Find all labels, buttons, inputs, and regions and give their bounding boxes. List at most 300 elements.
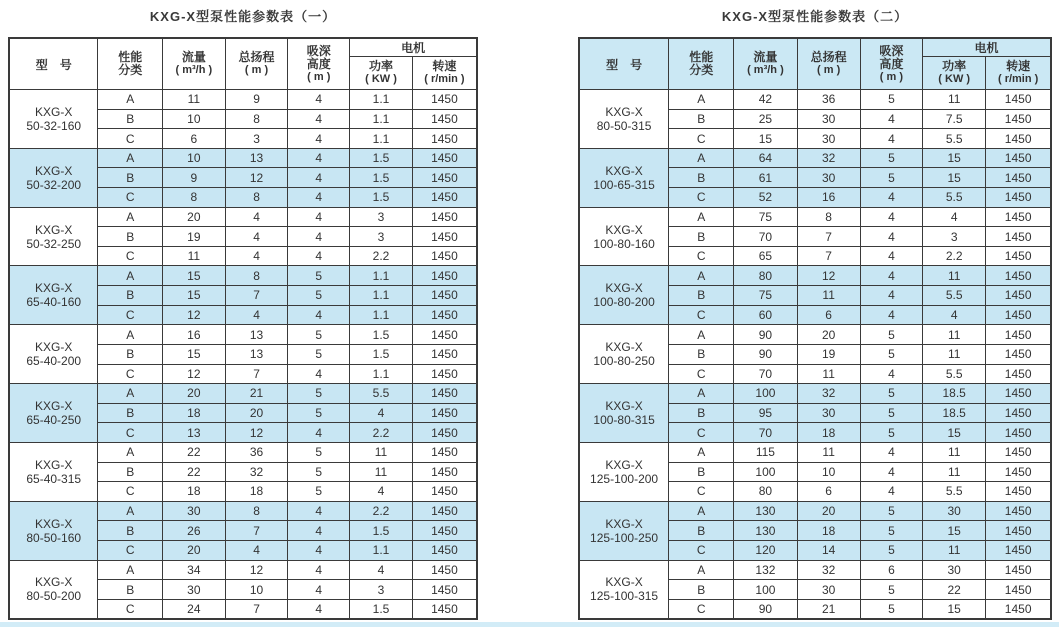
performance-class-cell: B	[98, 286, 163, 306]
model-line: KXG-X	[605, 575, 643, 590]
flow-cell: 25	[734, 109, 797, 129]
speed-cell: 1450	[986, 344, 1051, 364]
table-row	[9, 442, 477, 462]
table-one-body	[9, 90, 477, 620]
total-head-cell: 8	[797, 207, 860, 227]
suction-depth-cell: 5	[860, 501, 922, 521]
performance-class-cell: C	[98, 246, 163, 266]
power-cell: 11	[923, 90, 986, 110]
performance-class-cell: B	[98, 580, 163, 600]
header-unit: ( m³/h )	[747, 64, 784, 76]
flow-cell: 52	[734, 188, 797, 208]
flow-cell: 75	[734, 286, 797, 306]
suction-depth-cell: 4	[288, 305, 350, 325]
suction-depth-cell: 4	[860, 227, 922, 247]
performance-class-cell: C	[98, 188, 163, 208]
header-unit: ( m )	[244, 64, 269, 76]
suction-depth-cell: 4	[860, 305, 922, 325]
suction-depth-cell: 5	[860, 599, 922, 619]
performance-class-cell: C	[669, 599, 734, 619]
speed-cell: 1450	[986, 168, 1051, 188]
total-head-cell: 12	[225, 168, 288, 188]
table-row	[579, 442, 1051, 462]
total-head-cell: 11	[797, 364, 860, 384]
suction-depth-cell: 5	[288, 442, 350, 462]
performance-class-cell: B	[98, 227, 163, 247]
speed-cell: 1450	[986, 227, 1051, 247]
speed-cell: 1450	[412, 344, 477, 364]
total-head-cell: 11	[797, 442, 860, 462]
table-row	[579, 501, 1051, 521]
speed-cell: 1450	[412, 168, 477, 188]
performance-class-cell: A	[669, 148, 734, 168]
performance-class-cell: C	[669, 541, 734, 561]
header-line: 功率	[369, 59, 394, 73]
flow-cell: 9	[162, 168, 225, 188]
flow-cell: 90	[734, 599, 797, 619]
suction-depth-cell: 4	[860, 266, 922, 286]
flow-cell: 34	[162, 560, 225, 580]
power-cell: 3	[350, 580, 413, 600]
header-line: 高度	[306, 56, 331, 71]
model-cell	[579, 325, 669, 384]
total-head-cell: 20	[797, 325, 860, 345]
power-cell: 5.5	[923, 482, 986, 502]
speed-cell: 1450	[412, 462, 477, 482]
flow-cell: 15	[162, 266, 225, 286]
speed-cell: 1450	[986, 266, 1051, 286]
suction-depth-cell: 5	[860, 168, 922, 188]
model-line: 100-65-315	[593, 177, 655, 192]
power-cell: 18.5	[923, 403, 986, 423]
total-head-cell: 36	[797, 90, 860, 110]
total-head-cell: 4	[225, 305, 288, 325]
header-line: 功率	[942, 59, 967, 73]
performance-class-cell: B	[669, 462, 734, 482]
power-cell: 11	[350, 462, 413, 482]
speed-cell: 1450	[986, 325, 1051, 345]
performance-class-cell: C	[98, 129, 163, 149]
suction-depth-cell: 5	[860, 580, 922, 600]
table-row	[9, 325, 477, 345]
speed-cell: 1450	[412, 599, 477, 619]
speed-cell: 1450	[412, 246, 477, 266]
header-motor: 电机	[923, 38, 1051, 57]
flow-cell: 19	[162, 227, 225, 247]
power-cell: 5.5	[923, 286, 986, 306]
header-total-head	[797, 38, 860, 90]
model-line: 50-32-160	[26, 118, 82, 133]
table-row	[579, 560, 1051, 580]
flow-cell: 24	[162, 599, 225, 619]
model-line: KXG-X	[35, 104, 73, 119]
model-line: 80-50-160	[26, 530, 82, 545]
suction-depth-cell: 4	[288, 501, 350, 521]
performance-class-cell: C	[669, 129, 734, 149]
suction-depth-cell: 4	[288, 246, 350, 266]
header-line: 转速	[432, 59, 457, 73]
performance-class-cell: A	[98, 266, 163, 286]
header-speed	[412, 57, 477, 90]
flow-cell: 30	[162, 580, 225, 600]
suction-depth-cell: 5	[288, 325, 350, 345]
suction-depth-cell: 5	[860, 403, 922, 423]
power-cell: 1.1	[350, 129, 413, 149]
power-cell: 4	[350, 560, 413, 580]
power-cell: 5.5	[923, 129, 986, 149]
model-line: 50-32-250	[26, 236, 82, 251]
power-cell: 11	[923, 344, 986, 364]
performance-class-cell: A	[98, 148, 163, 168]
total-head-cell: 21	[797, 599, 860, 619]
total-head-cell: 20	[797, 501, 860, 521]
speed-cell: 1450	[986, 541, 1051, 561]
performance-class-cell: B	[98, 403, 163, 423]
power-cell: 1.1	[350, 286, 413, 306]
performance-class-cell: C	[98, 541, 163, 561]
speed-cell: 1450	[986, 501, 1051, 521]
header-line: 高度	[879, 56, 904, 71]
suction-depth-cell: 4	[288, 168, 350, 188]
power-cell: 1.5	[350, 188, 413, 208]
model-cell	[579, 207, 669, 266]
header-total-head	[225, 38, 288, 90]
flow-cell: 15	[162, 286, 225, 306]
flow-cell: 130	[734, 521, 797, 541]
performance-class-cell: A	[98, 501, 163, 521]
power-cell: 1.1	[350, 541, 413, 561]
flow-cell: 22	[162, 462, 225, 482]
model-cell	[579, 90, 669, 149]
speed-cell: 1450	[412, 90, 477, 110]
flow-cell: 132	[734, 560, 797, 580]
total-head-cell: 21	[225, 384, 288, 404]
model-line: KXG-X	[605, 399, 643, 414]
total-head-cell: 14	[797, 541, 860, 561]
flow-cell: 70	[734, 423, 797, 443]
flow-cell: 26	[162, 521, 225, 541]
total-head-cell: 3	[225, 129, 288, 149]
total-head-cell: 18	[797, 423, 860, 443]
performance-class-cell: B	[669, 168, 734, 188]
flow-cell: 75	[734, 207, 797, 227]
flow-cell: 13	[162, 423, 225, 443]
flow-cell: 130	[734, 501, 797, 521]
model-line: KXG-X	[35, 457, 73, 472]
total-head-cell: 9	[225, 90, 288, 110]
flow-cell: 80	[734, 266, 797, 286]
speed-cell: 1450	[986, 129, 1051, 149]
performance-class-cell: A	[98, 384, 163, 404]
power-cell: 11	[923, 442, 986, 462]
performance-class-cell: B	[98, 168, 163, 188]
model-line: KXG-X	[35, 163, 73, 178]
performance-class-cell: A	[98, 560, 163, 580]
suction-depth-cell: 4	[860, 364, 922, 384]
total-head-cell: 7	[225, 599, 288, 619]
flow-cell: 30	[162, 501, 225, 521]
header-suction-depth	[860, 38, 922, 90]
suction-depth-cell: 4	[860, 442, 922, 462]
header-performance-class	[669, 38, 734, 90]
total-head-cell: 32	[225, 462, 288, 482]
model-line: KXG-X	[35, 222, 73, 237]
power-cell: 1.5	[350, 599, 413, 619]
flow-cell: 22	[162, 442, 225, 462]
suction-depth-cell: 5	[860, 521, 922, 541]
suction-depth-cell: 5	[288, 462, 350, 482]
total-head-cell: 30	[797, 580, 860, 600]
header-power	[923, 57, 986, 90]
power-cell: 1.5	[350, 325, 413, 345]
flow-cell: 10	[162, 109, 225, 129]
total-head-cell: 10	[225, 580, 288, 600]
model-line: 50-32-200	[26, 177, 82, 192]
performance-class-cell: C	[669, 364, 734, 384]
speed-cell: 1450	[412, 227, 477, 247]
header-unit: ( m³/h )	[175, 64, 213, 76]
suction-depth-cell: 4	[288, 148, 350, 168]
performance-class-cell: C	[669, 305, 734, 325]
power-cell: 18.5	[923, 384, 986, 404]
model-cell	[9, 148, 98, 207]
performance-class-cell: A	[669, 325, 734, 345]
suction-depth-cell: 4	[860, 246, 922, 266]
model-line: KXG-X	[605, 163, 643, 178]
speed-cell: 1450	[986, 188, 1051, 208]
suction-depth-cell: 4	[288, 541, 350, 561]
total-head-cell: 12	[225, 560, 288, 580]
speed-cell: 1450	[986, 580, 1051, 600]
model-line: 80-50-315	[596, 118, 652, 133]
suction-depth-cell: 4	[288, 207, 350, 227]
speed-cell: 1450	[412, 482, 477, 502]
suction-depth-cell: 4	[288, 109, 350, 129]
performance-class-cell: A	[669, 266, 734, 286]
flow-cell: 70	[734, 364, 797, 384]
total-head-cell: 13	[225, 148, 288, 168]
speed-cell: 1450	[986, 442, 1051, 462]
total-head-cell: 8	[225, 501, 288, 521]
header-unit: ( r/min )	[997, 73, 1039, 85]
suction-depth-cell: 5	[288, 344, 350, 364]
header-model: 型 号	[579, 38, 669, 90]
table-row	[579, 90, 1051, 110]
performance-class-cell: B	[669, 227, 734, 247]
table-one-title: KXG-X型泵性能参数表（一）	[149, 9, 337, 24]
speed-cell: 1450	[986, 423, 1051, 443]
total-head-cell: 6	[797, 305, 860, 325]
header-unit: ( m )	[817, 64, 841, 76]
flow-cell: 20	[162, 384, 225, 404]
table-row	[579, 148, 1051, 168]
flow-cell: 80	[734, 482, 797, 502]
power-cell: 7.5	[923, 109, 986, 129]
flow-cell: 10	[162, 148, 225, 168]
power-cell: 4	[350, 403, 413, 423]
flow-cell: 16	[162, 325, 225, 345]
power-cell: 11	[923, 266, 986, 286]
speed-cell: 1450	[412, 423, 477, 443]
speed-cell: 1450	[412, 541, 477, 561]
power-cell: 30	[923, 560, 986, 580]
header-flow	[734, 38, 797, 90]
speed-cell: 1450	[412, 384, 477, 404]
flow-cell: 120	[734, 541, 797, 561]
speed-cell: 1450	[412, 188, 477, 208]
speed-cell: 1450	[412, 325, 477, 345]
power-cell: 1.1	[350, 109, 413, 129]
speed-cell: 1450	[986, 599, 1051, 619]
power-cell: 1.5	[350, 168, 413, 188]
power-cell: 22	[923, 580, 986, 600]
speed-cell: 1450	[986, 384, 1051, 404]
performance-class-cell: B	[98, 462, 163, 482]
power-cell: 3	[350, 227, 413, 247]
table-two-section	[578, 4, 1052, 620]
suction-depth-cell: 4	[860, 188, 922, 208]
model-cell	[579, 384, 669, 443]
header-unit: ( m )	[879, 70, 904, 83]
suction-depth-cell: 4	[288, 560, 350, 580]
total-head-cell: 13	[225, 344, 288, 364]
performance-class-cell: A	[669, 207, 734, 227]
table-row	[579, 266, 1051, 286]
speed-cell: 1450	[986, 305, 1051, 325]
speed-cell: 1450	[412, 364, 477, 384]
model-line: 65-40-200	[26, 354, 82, 369]
header-line: 流量	[181, 50, 206, 64]
total-head-cell: 4	[225, 246, 288, 266]
power-cell: 2.2	[923, 246, 986, 266]
suction-depth-cell: 5	[288, 286, 350, 306]
table-row	[9, 148, 477, 168]
header-line: 流量	[753, 50, 778, 64]
suction-depth-cell: 5	[288, 384, 350, 404]
total-head-cell: 19	[797, 344, 860, 364]
power-cell: 11	[923, 462, 986, 482]
total-head-cell: 7	[225, 286, 288, 306]
total-head-cell: 18	[797, 521, 860, 541]
performance-class-cell: C	[669, 423, 734, 443]
header-performance-class	[98, 38, 163, 90]
performance-class-cell: A	[98, 442, 163, 462]
performance-class-cell: C	[98, 599, 163, 619]
model-line: KXG-X	[605, 281, 643, 296]
power-cell: 2.2	[350, 501, 413, 521]
model-line: KXG-X	[605, 516, 643, 531]
total-head-cell: 7	[797, 227, 860, 247]
table-header	[9, 38, 477, 90]
total-head-cell: 32	[797, 560, 860, 580]
model-line: 125-100-315	[590, 589, 659, 604]
table-row	[579, 325, 1051, 345]
power-cell: 1.5	[350, 344, 413, 364]
speed-cell: 1450	[412, 305, 477, 325]
performance-class-cell: A	[669, 501, 734, 521]
total-head-cell: 8	[225, 109, 288, 129]
suction-depth-cell: 5	[288, 403, 350, 423]
total-head-cell: 11	[797, 286, 860, 306]
performance-class-cell: C	[669, 482, 734, 502]
speed-cell: 1450	[412, 403, 477, 423]
performance-class-cell: B	[669, 344, 734, 364]
total-head-cell: 7	[225, 364, 288, 384]
speed-cell: 1450	[986, 364, 1051, 384]
power-cell: 11	[923, 325, 986, 345]
table-row	[9, 207, 477, 227]
model-cell	[579, 148, 669, 207]
model-cell	[9, 501, 98, 560]
total-head-cell: 6	[797, 482, 860, 502]
performance-class-cell: B	[669, 286, 734, 306]
flow-cell: 95	[734, 403, 797, 423]
model-line: 100-80-315	[593, 413, 655, 428]
speed-cell: 1450	[412, 129, 477, 149]
header-suction-depth	[288, 38, 350, 90]
header-line: 性能	[689, 50, 714, 64]
suction-depth-cell: 4	[860, 109, 922, 129]
model-line: KXG-X	[35, 575, 73, 590]
model-cell	[9, 384, 98, 443]
flow-cell: 12	[162, 364, 225, 384]
speed-cell: 1450	[412, 286, 477, 306]
model-cell	[9, 325, 98, 384]
suction-depth-cell: 5	[860, 423, 922, 443]
model-line: KXG-X	[605, 457, 643, 472]
power-cell: 4	[350, 482, 413, 502]
performance-class-cell: B	[669, 580, 734, 600]
flow-cell: 20	[162, 207, 225, 227]
power-cell: 5.5	[350, 384, 413, 404]
header-line: 转速	[1006, 59, 1031, 73]
performance-class-cell: B	[98, 521, 163, 541]
power-cell: 3	[350, 207, 413, 227]
suction-depth-cell: 5	[288, 482, 350, 502]
flow-cell: 42	[734, 90, 797, 110]
model-cell	[9, 442, 98, 501]
total-head-cell: 10	[797, 462, 860, 482]
suction-depth-cell: 4	[860, 462, 922, 482]
flow-cell: 8	[162, 188, 225, 208]
flow-cell: 20	[162, 541, 225, 561]
speed-cell: 1450	[986, 90, 1051, 110]
suction-depth-cell: 5	[860, 344, 922, 364]
suction-depth-cell: 5	[860, 325, 922, 345]
speed-cell: 1450	[412, 266, 477, 286]
header-unit: ( r/min )	[424, 73, 465, 85]
header-line: 总扬程	[810, 50, 847, 64]
total-head-cell: 32	[797, 384, 860, 404]
total-head-cell: 16	[797, 188, 860, 208]
total-head-cell: 30	[797, 403, 860, 423]
suction-depth-cell: 5	[860, 384, 922, 404]
header-line: 吸深	[306, 43, 331, 58]
speed-cell: 1450	[412, 560, 477, 580]
suction-depth-cell: 4	[288, 364, 350, 384]
performance-class-cell: A	[669, 560, 734, 580]
power-cell: 3	[923, 227, 986, 247]
suction-depth-cell: 5	[288, 266, 350, 286]
flow-cell: 11	[162, 246, 225, 266]
power-cell: 5.5	[923, 364, 986, 384]
power-cell: 5.5	[923, 188, 986, 208]
flow-cell: 15	[734, 129, 797, 149]
suction-depth-cell: 5	[860, 90, 922, 110]
flow-cell: 6	[162, 129, 225, 149]
model-cell	[9, 207, 98, 266]
speed-cell: 1450	[412, 501, 477, 521]
